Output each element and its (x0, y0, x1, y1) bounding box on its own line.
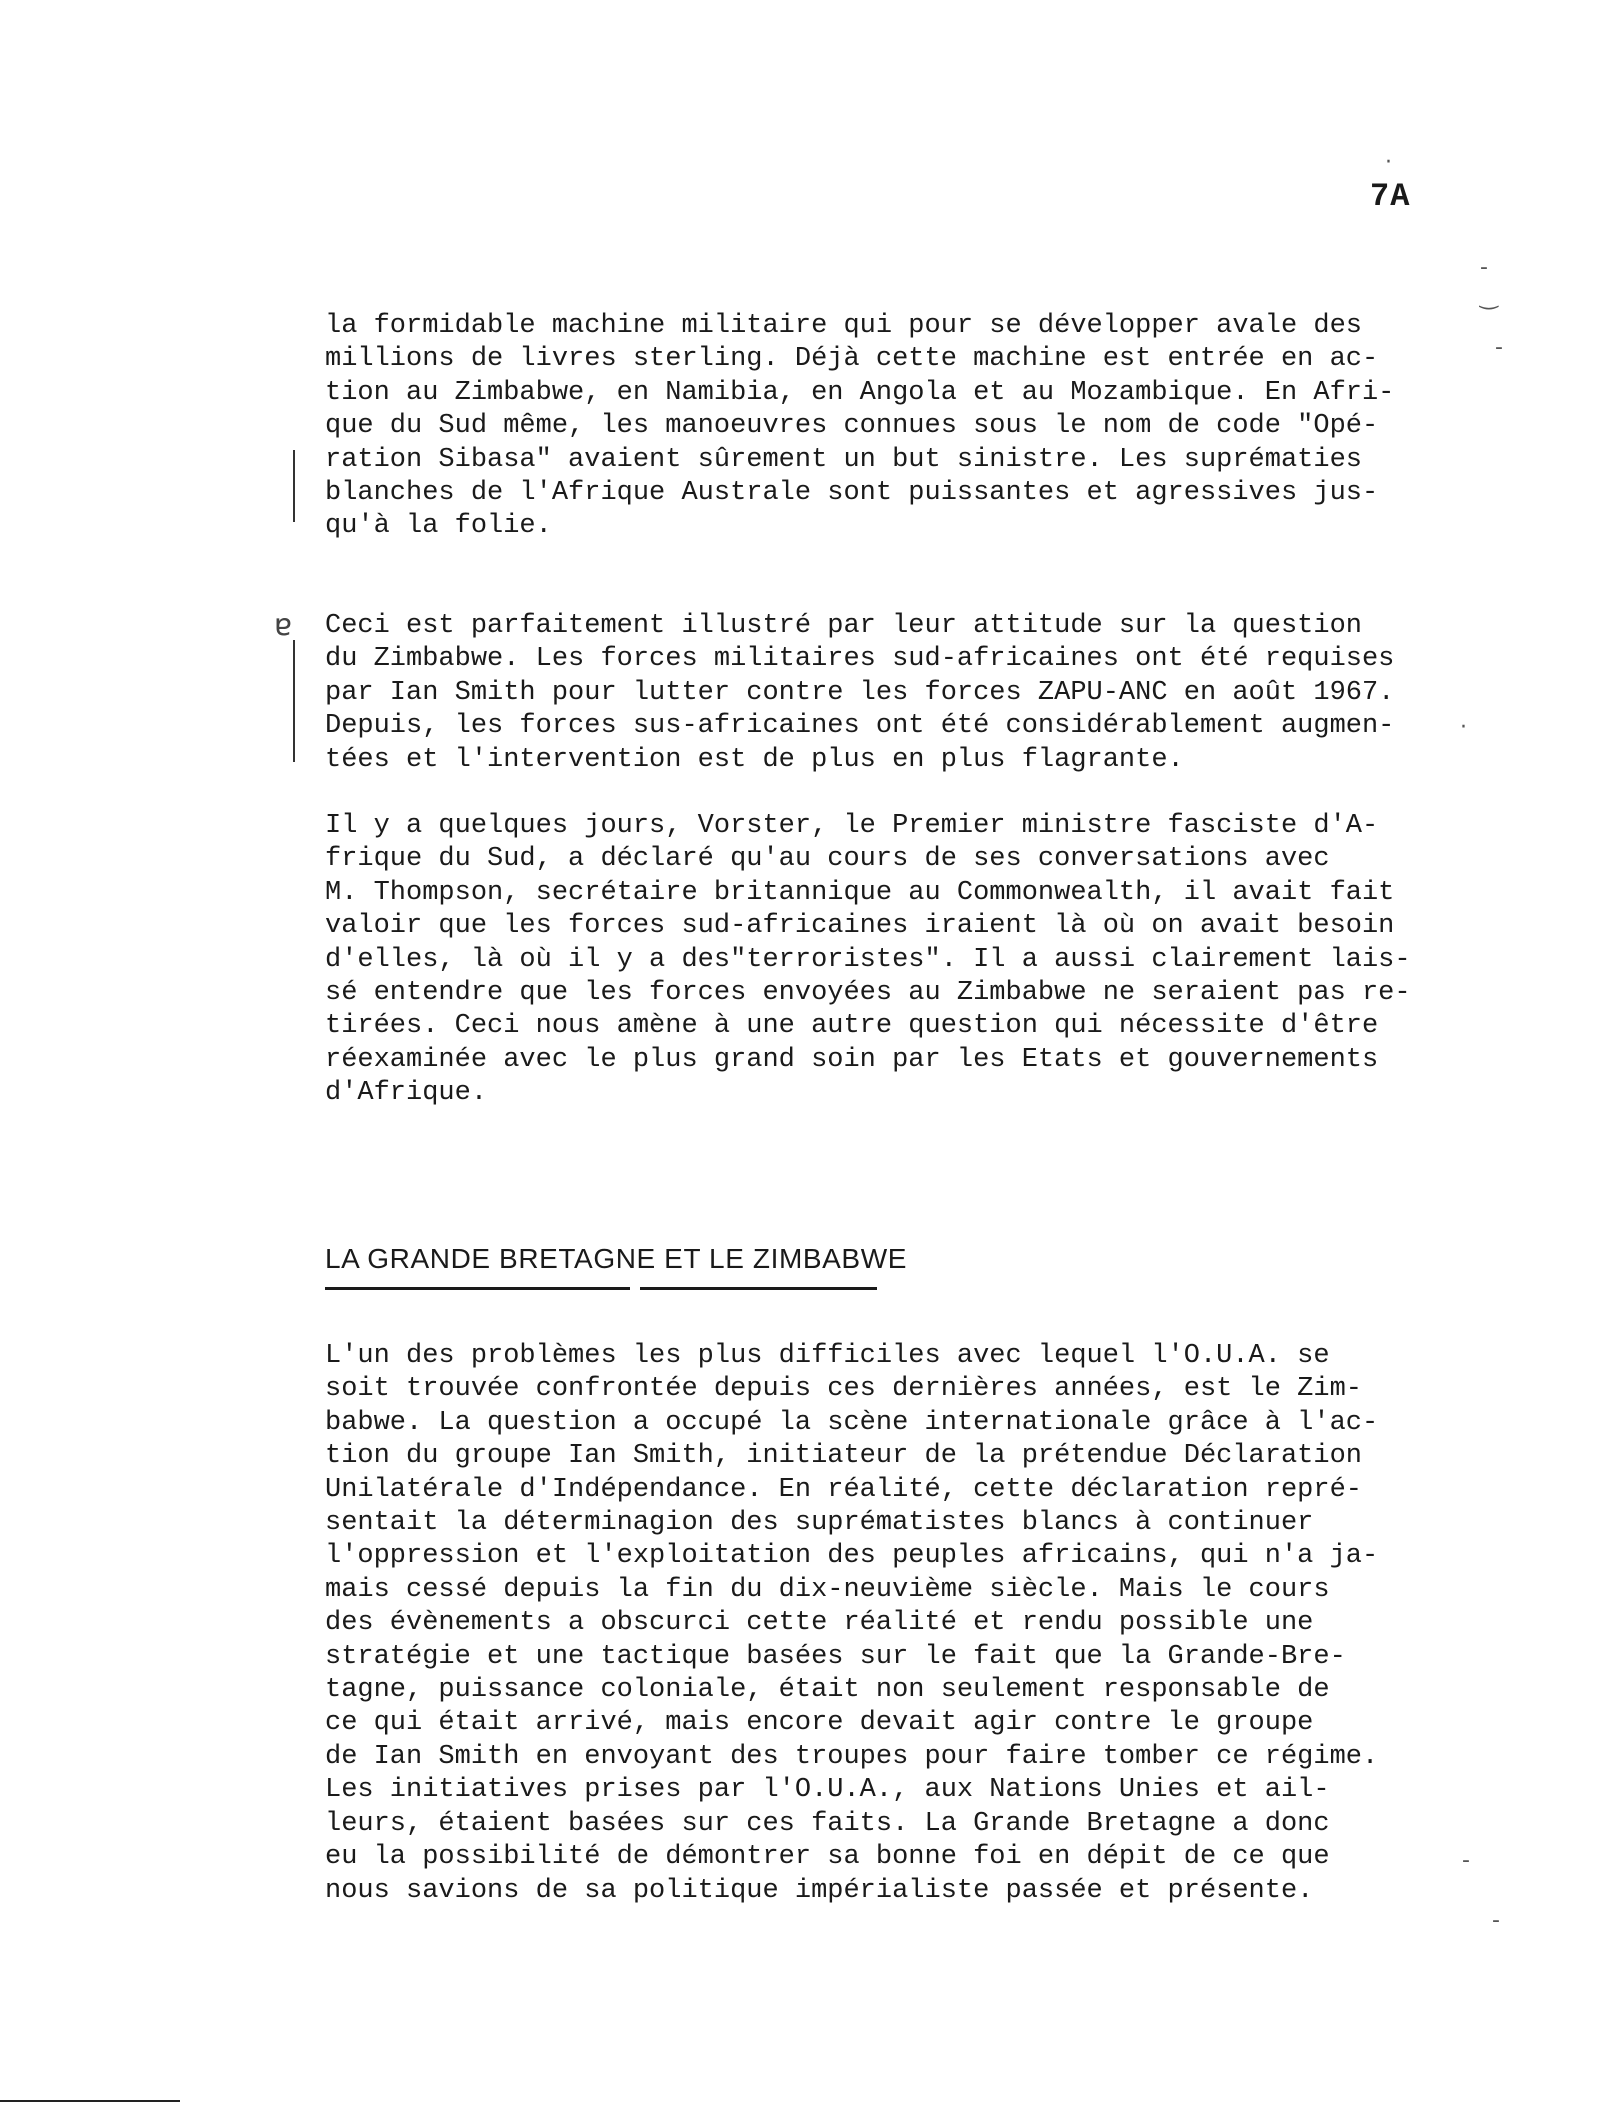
text-line: des évènements a obscurci cette réalité et rendu possible une (325, 1608, 1314, 1639)
text-line: M. Thompson, secrétaire britannique au Commonwealth, il avait fait (325, 877, 1395, 908)
section-heading: LA GRANDE BRETAGNE ET LE ZIMBABWE (325, 1243, 908, 1274)
text-line: Ceci est parfaitement illustré par leur attitude sur la question (325, 611, 1362, 641)
text-line: la formidable machine militaire qui pour se développer avale des (325, 311, 1362, 341)
scan-speck: - (1495, 335, 1503, 360)
text-line: Unilatérale d'Indépendance. En réalité, cette déclaration repré- (325, 1474, 1362, 1505)
text-line: tion du groupe Ian Smith, initiateur de la prétendue Déclaration (325, 1441, 1362, 1472)
text-line: stratégie et une tactique basées sur le fait que la Grande-Bre- (325, 1641, 1346, 1672)
scan-speck: - (1480, 255, 1488, 280)
page-number: 7A (1370, 178, 1411, 215)
text-line: mais cessé depuis la fin du dix-neuvième siècle. Mais le cours (325, 1574, 1330, 1605)
text-line: babwe. La question a occupé la scène internationale grâce à l'ac- (325, 1407, 1379, 1438)
text-line: eu la possibilité de démontrer sa bonne foi en dépit de ce que (325, 1842, 1330, 1873)
text-line: valoir que les forces sud-africaines iraient là où on avait besoin (325, 911, 1395, 942)
margin-annotation-mark: ɐ (274, 608, 293, 643)
text-line: d'elles, là où il y a des"terroristes". Il a aussi clairement lais- (325, 944, 1411, 975)
text-line: frique du Sud, a déclaré qu'au cours de ses conversations avec (325, 844, 1330, 875)
text-line: nous savions de sa politique impérialiste passée et présente. (325, 1875, 1314, 1906)
text-line: sé entendre que les forces envoyées au Zimbabwe ne seraient pas re- (325, 978, 1411, 1009)
paragraph (325, 1340, 1445, 1908)
text-line: blanches de l'Afrique Australe sont puissantes et agressives jus- (325, 478, 1379, 509)
text-line: ce qui était arrivé, mais encore devait agir contre le groupe (325, 1708, 1314, 1739)
text-line: l'oppression et l'exploitation des peuples africains, qui n'a ja- (325, 1541, 1379, 1572)
text-line: tagne, puissance coloniale, était non seulement responsable de (325, 1675, 1330, 1706)
margin-mark-line (293, 640, 295, 762)
text-line: du Zimbabwe. Les forces militaires sud-africaines ont été requises (325, 644, 1395, 675)
scan-speck: ‿ (1480, 285, 1498, 310)
text-line: réexaminée avec le plus grand soin par les Etats et gouvernements (325, 1044, 1379, 1075)
text-line: d'Afrique. (325, 1078, 488, 1109)
text-line: par Ian Smith pour lutter contre les forces ZAPU-ANC en août 1967. (325, 677, 1395, 708)
heading-underline (640, 1287, 877, 1290)
text-line: ration Sibasa" avaient sûrement un but sinistre. Les suprématies (325, 444, 1362, 475)
text-line: tion au Zimbabwe, en Namibia, en Angola et au Mozambique. En Afri- (325, 377, 1395, 408)
margin-mark-line (293, 450, 295, 522)
heading-underline (325, 1287, 630, 1290)
text-line: Depuis, les forces sus-africaines ont été considérablement augmen- (325, 711, 1395, 742)
text-line: L'un des problèmes les plus difficiles avec lequel l'O.U.A. se (325, 1341, 1330, 1371)
scan-speck: · (1385, 150, 1392, 175)
text-line: que du Sud même, les manoeuvres connues sous le nom de code "Opé- (325, 411, 1379, 442)
text-line: tées et l'intervention est de plus en plus flagrante. (325, 744, 1184, 775)
scan-speck: · (1460, 715, 1467, 740)
paragraph (325, 610, 1445, 777)
text-line: leurs, étaient basées sur ces faits. La Grande Bretagne a donc (325, 1808, 1330, 1839)
text-line: soit trouvée confrontée depuis ces dernières années, est le Zim- (325, 1374, 1362, 1405)
scan-speck: - (1492, 1908, 1500, 1933)
text-line: Les initiatives prises par l'O.U.A., aux Nations Unies et ail- (325, 1775, 1330, 1806)
scan-speck: - (1462, 1848, 1470, 1873)
text-line: de Ian Smith en envoyant des troupes pour faire tomber ce régime. (325, 1741, 1379, 1772)
footer-rule (0, 2100, 180, 2102)
paragraph (325, 310, 1445, 544)
text-line: millions de livres sterling. Déjà cette machine est entrée en ac- (325, 344, 1379, 375)
paragraph (325, 810, 1445, 1111)
text-line: tirées. Ceci nous amène à une autre question qui nécessite d'être (325, 1011, 1379, 1042)
text-line: Il y a quelques jours, Vorster, le Premier ministre fasciste d'A- (325, 811, 1379, 841)
text-line: qu'à la folie. (325, 511, 552, 542)
text-line: sentait la déterminagion des suprématistes blancs à continuer (325, 1508, 1314, 1539)
